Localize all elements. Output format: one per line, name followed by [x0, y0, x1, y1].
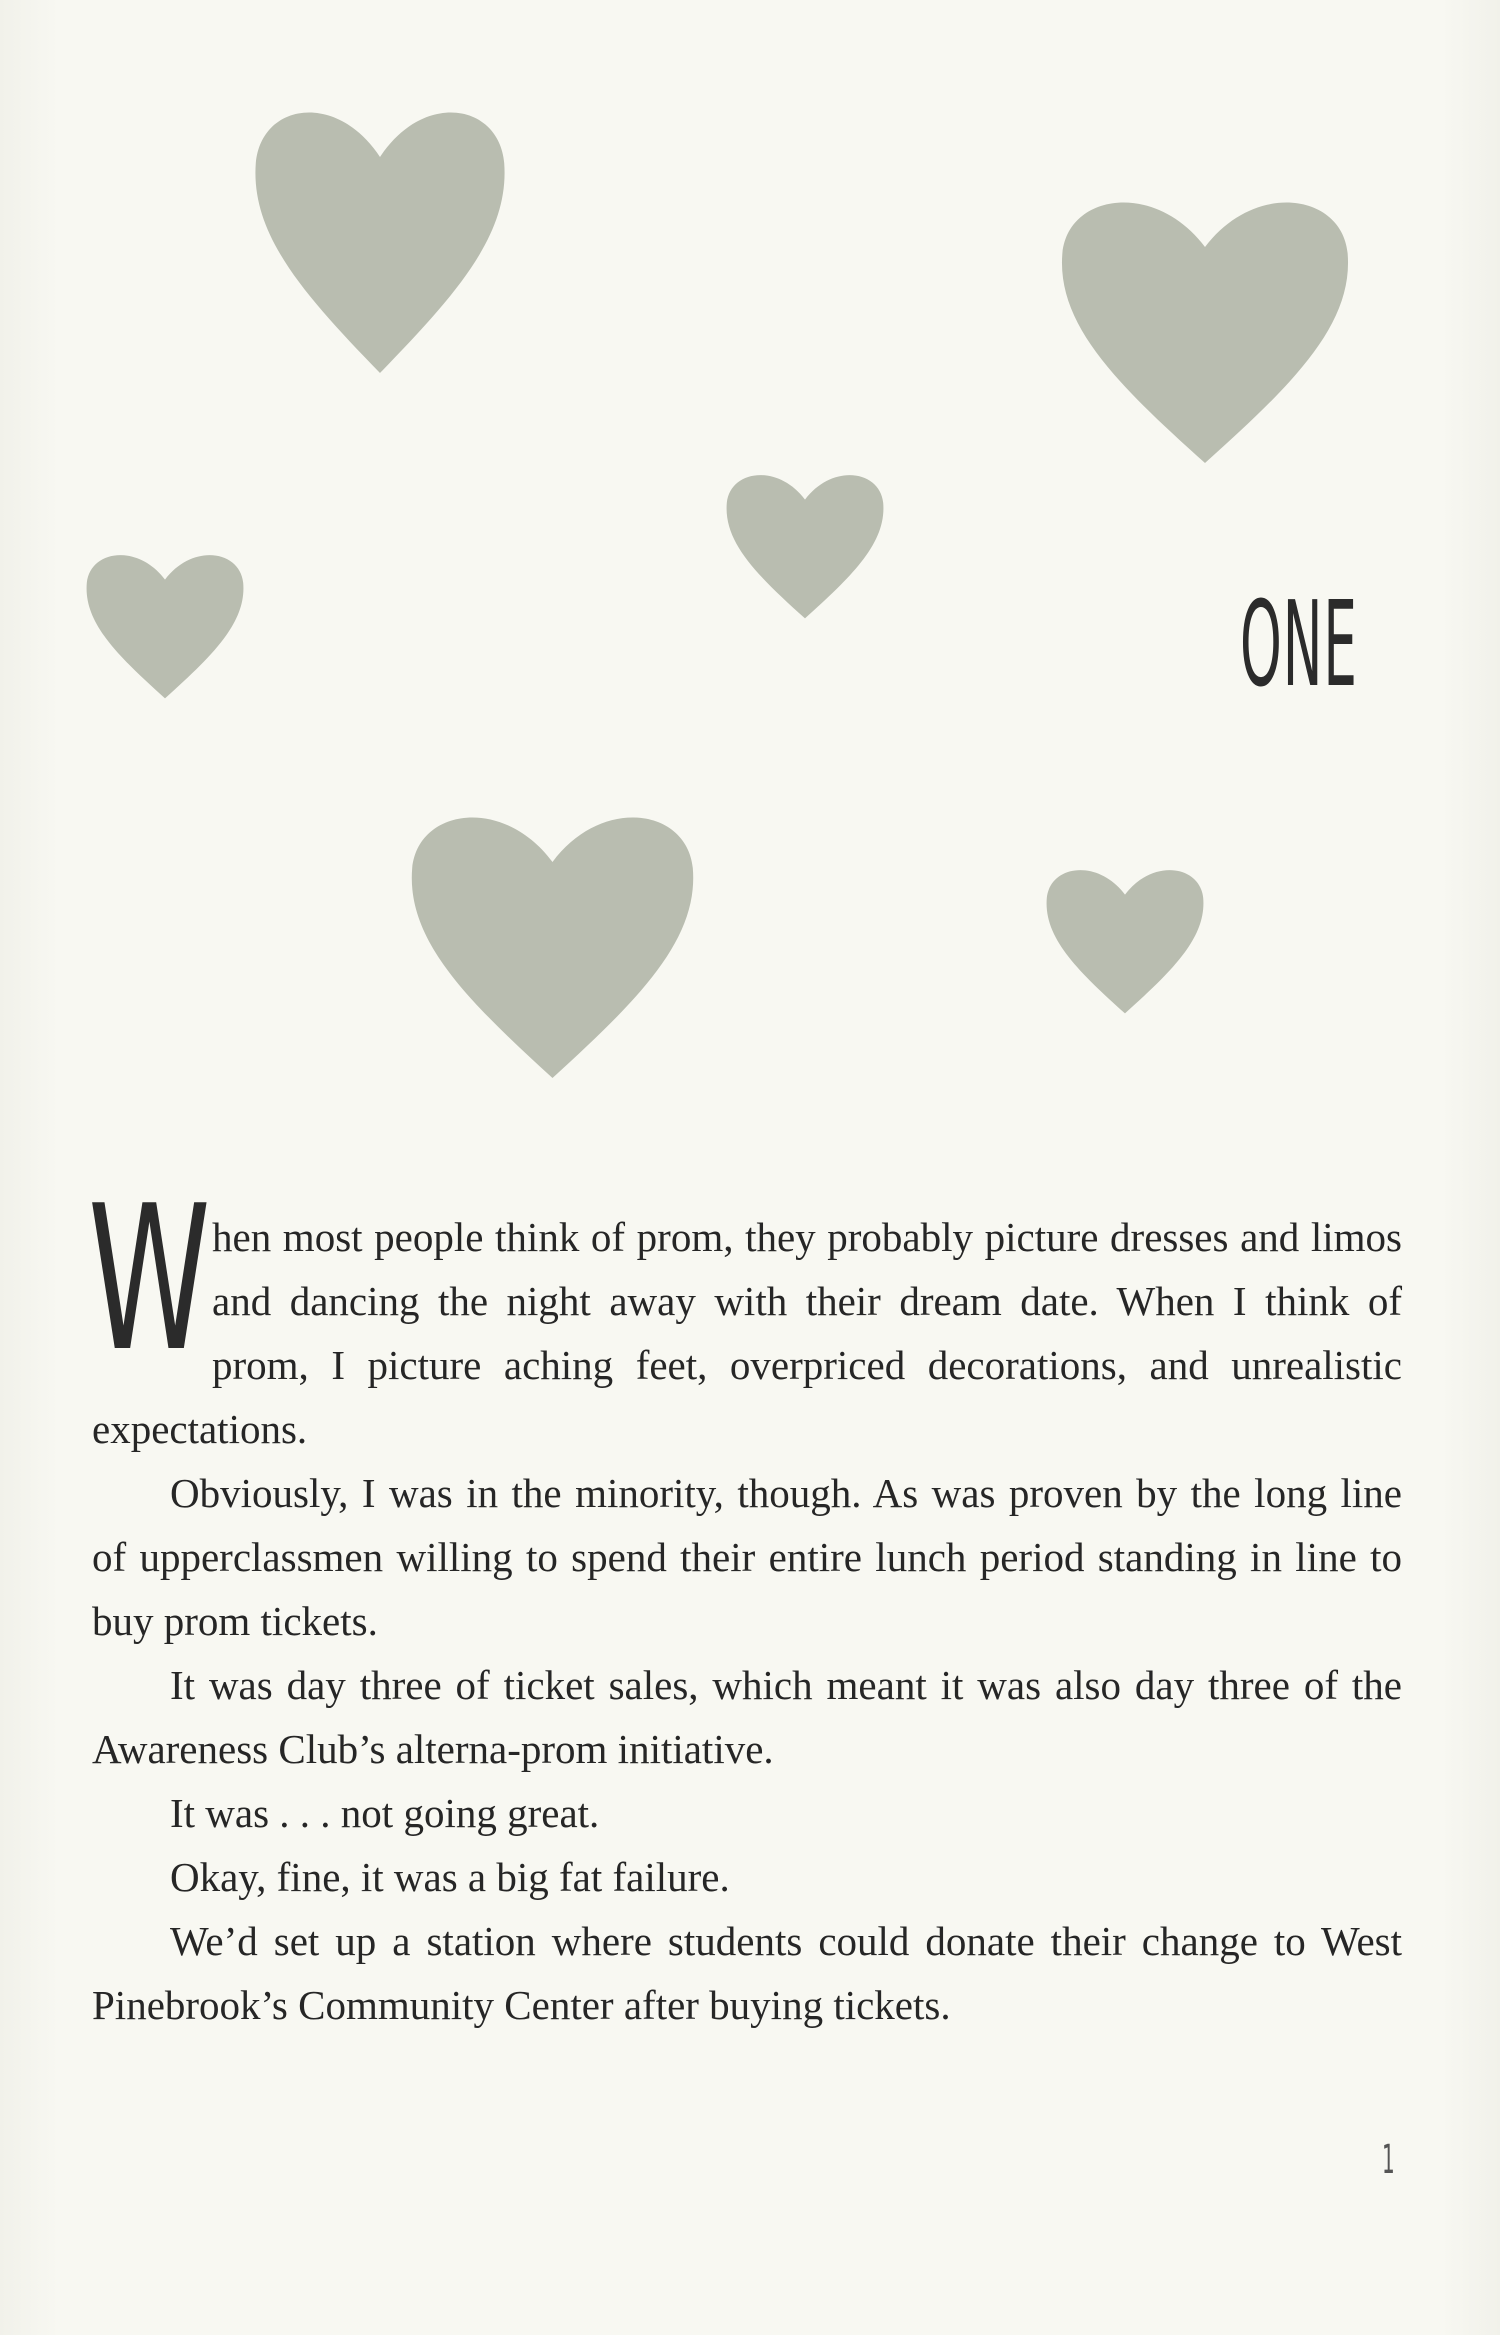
- chapter-title: ONE: [1240, 575, 1358, 713]
- heart-icon: [80, 540, 250, 705]
- paragraph: Obviously, I was in the minority, though. As was proven by the long line of upperclassmen willing to spend their entire lunch period standing in line to buy prom tickets.: [92, 1470, 1402, 1644]
- heart-icon: [720, 460, 890, 625]
- paragraph: It was . . . not going great.: [170, 1790, 600, 1836]
- paragraph-text: hen most people think of prom, they probably picture dresses and limos and dancing the night away with their dream date. When I think of prom, I picture aching feet, overpriced decorations, and unrealistic expectations.: [92, 1214, 1402, 1452]
- paragraph: It was day three of ticket sales, which meant it was also day three of the Awareness Club’s alterna-prom initiative.: [92, 1662, 1402, 1772]
- heart-icon: [1050, 175, 1360, 475]
- page-number: 1: [1382, 2137, 1395, 2183]
- decorative-hearts: [0, 0, 1500, 1120]
- heart-icon: [1040, 855, 1210, 1020]
- heart-icon: [400, 790, 705, 1090]
- paragraph: Okay, fine, it was a big fat failure.: [170, 1854, 730, 1900]
- chapter-body: [88, 1163, 1402, 2037]
- heart-icon: [245, 85, 515, 385]
- paragraph: We’d set up a station where students could donate their change to West Pinebrook’s Community Center after buying tickets.: [92, 1918, 1402, 2028]
- paragraph: [88, 1163, 1402, 1461]
- drop-cap: W: [88, 1163, 211, 1396]
